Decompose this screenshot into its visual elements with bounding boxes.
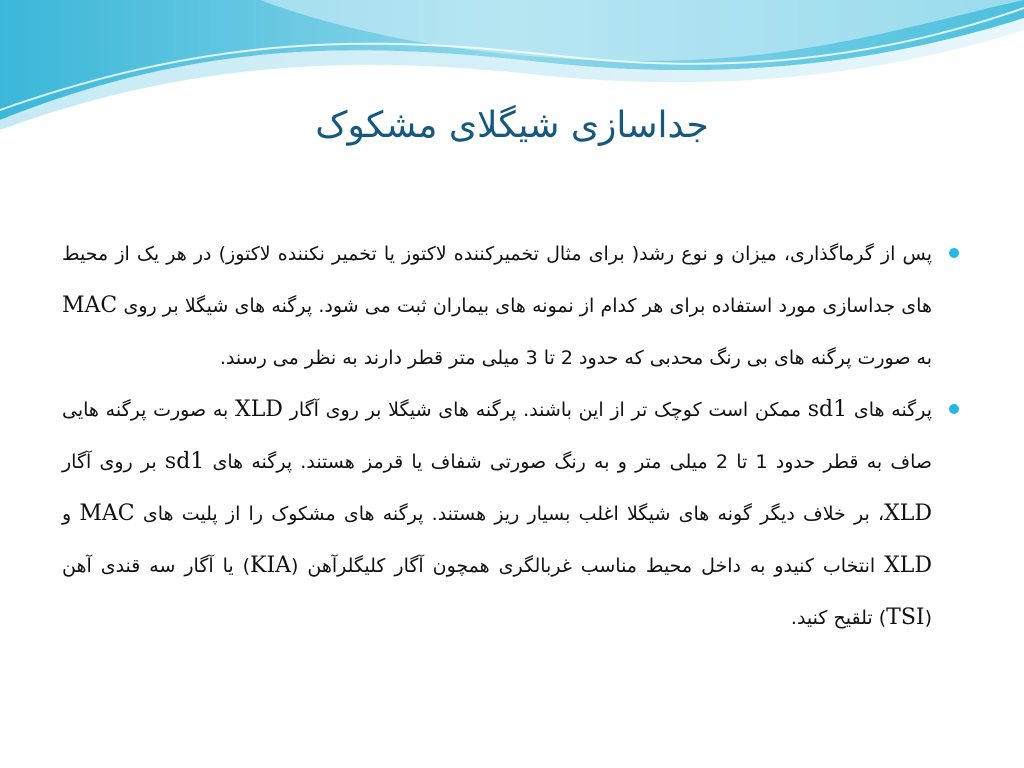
bullet-2-text: ) تلقیح کنید. [790,607,887,629]
bullet-item-2 [62,384,962,644]
bullet-2-text: ، بر خلاف دیگر گونه های شیگلا اغلب بسیار ریز هستند. پرگنه های مشکوک را از پلیت های [134,503,885,525]
bullet-1-text: به صورت پرگنه های بی رنگ محدبی که حدود 2 تا 3 میلی متر قطر دارند به نظر می رسند. [219,347,932,369]
bullet-2-text: ) یا آگار سه قندی آهن ( [62,555,932,629]
bullet-list [62,228,962,644]
bullet-2-text: و [62,503,80,525]
term-mac: MAC [62,293,118,318]
bullet-2-text: پرگنه های [847,399,932,421]
term-tsi: TSI [886,605,925,630]
bullet-dot-icon [949,248,959,258]
term-xld: XLD [235,397,283,422]
slide-title: جداسازی شیگلای مشکوک [315,105,709,146]
bullet-item-1 [62,228,962,384]
bullet-2-text: بر روی آگار [62,451,165,473]
term-kia: KIA [250,553,292,578]
term-sd1: sd1 [807,397,848,422]
bullet-2-text: به صورت پرگنه هایی صاف به قطر حدود 1 تا 2 میلی متر و به رنگ صورتی شفاف یا قرمز هستند. پرگنه های [62,399,933,473]
term-sd1: sd1 [164,449,205,474]
bullet-dot-icon [949,404,959,414]
term-mac: MAC [79,501,135,526]
term-xld: XLD [884,501,933,526]
bullet-2-text: انتخاب کنیدو به داخل محیط مناسب غربالگری همچون آگار کلیگلرآهن ( [291,555,885,577]
bullet-1-text: پس از گرماگذاری، میزان و نوع رشد( برای مثال تخمیرکننده لاکتوز یا تخمیر نکننده لاکتوز) در هر یک از محیط های جداسازی مورد استفاده برای هر کدام از نمونه های بیماران ثبت می شود. پرگنه های شیگلا بر روی [62,243,932,317]
bullet-2-text: ممکن است کوچک تر از این باشند. پرگنه های شیگلا بر روی آگار [282,399,808,421]
term-xld: XLD [884,553,932,578]
